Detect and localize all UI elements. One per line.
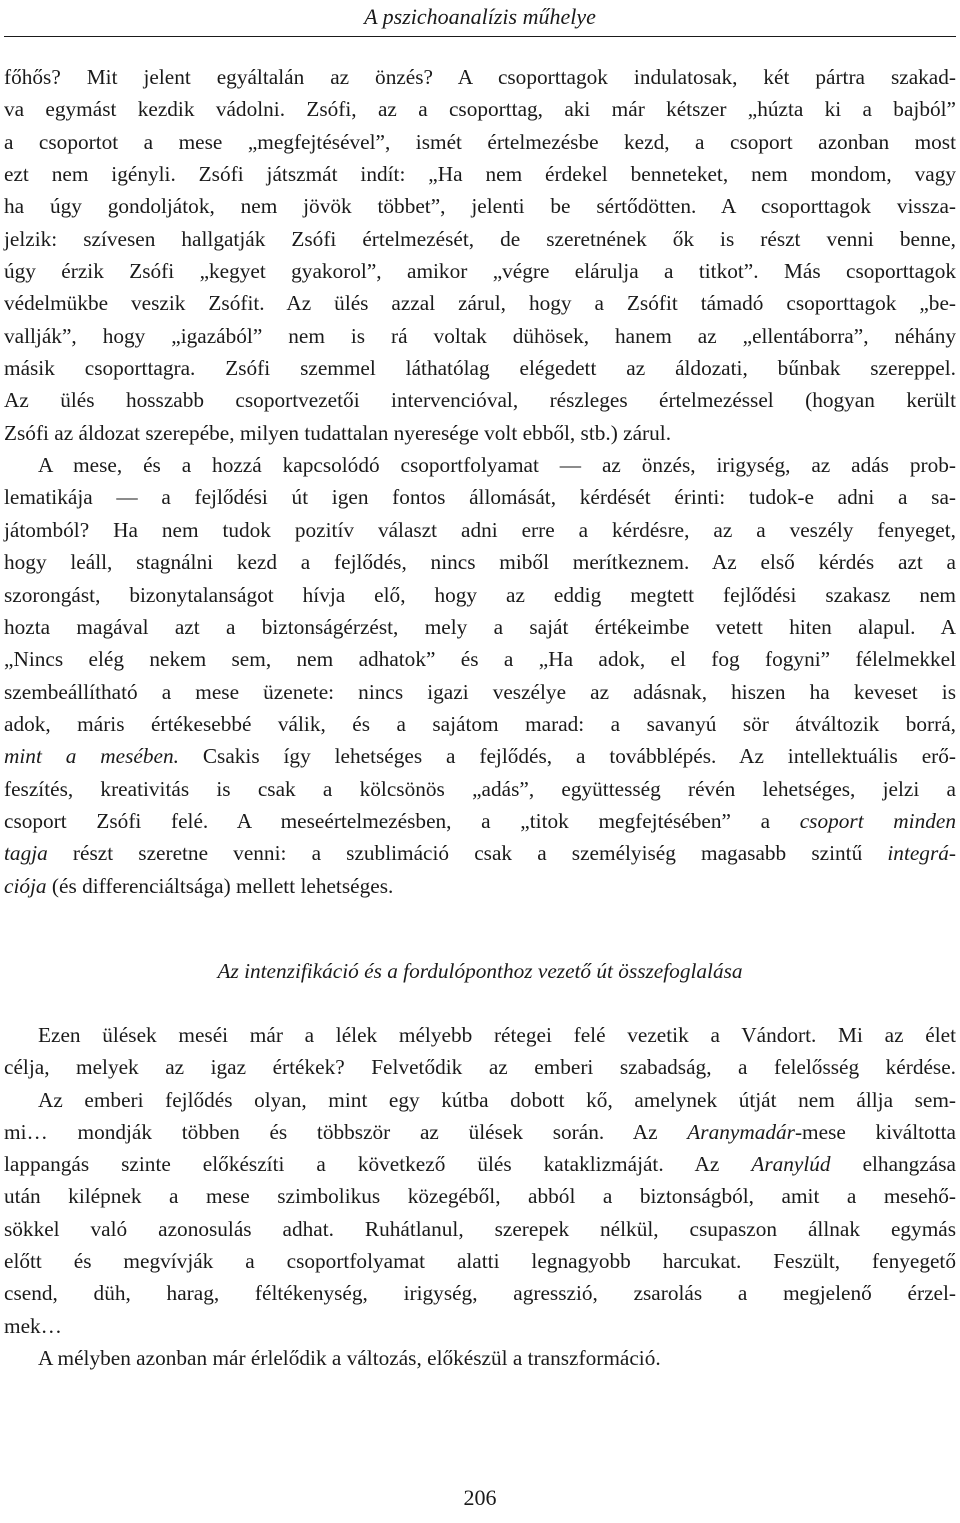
text-run: va egymást kezdik vádolni. Zsófi, az a csoporttag, aki már kétszer „húzta ki a bajból”	[4, 97, 956, 122]
text-block-1	[4, 61, 956, 902]
text-line	[4, 1051, 956, 1083]
text-line	[4, 773, 956, 805]
italic-text: Aranylúd	[751, 1152, 831, 1177]
text-line	[4, 546, 956, 578]
text-line	[4, 61, 956, 93]
text-run: után kilépnek a mese szimbolikus közegéből, abból a biztonságból, amit a mesehő-	[4, 1184, 956, 1209]
text-run: „Nincs elég nekem sem, nem adhatok” és a „Ha adok, el fog fogyni” félelmekkel	[4, 647, 956, 672]
text-run: célja, melyek az igaz értékek? Felvetődik az emberi szabadság, a felelősség kérdése.	[4, 1055, 956, 1080]
text-line	[4, 93, 956, 125]
text-line	[4, 1310, 956, 1342]
text-line	[4, 223, 956, 255]
text-line	[4, 708, 956, 740]
text-run: A mese, és a hozzá kapcsolódó csoportfolyamat — az önzés, irigység, az adás prob-	[38, 453, 956, 478]
text-line	[4, 352, 956, 384]
running-head: A pszichoanalízis műhelye	[364, 4, 596, 29]
text-block-2	[4, 1019, 956, 1374]
text-line	[4, 1019, 956, 1051]
text-line	[4, 643, 956, 675]
page-number: 206	[463, 1485, 497, 1510]
text-run: sökkel való azonosulás adhat. Ruhátlanul, szerepek nélkül, csupaszon állnak egymás	[4, 1216, 956, 1241]
text-line	[4, 449, 956, 481]
text-line	[4, 1245, 956, 1277]
text-run: főhős? Mit jelent egyáltalán az önzés? A csoporttagok indulatosak, két pártra szakad-	[4, 65, 956, 89]
text-run: elhangzása	[830, 1152, 956, 1177]
text-line	[4, 805, 956, 837]
text-run: feszítés, kreativitás is csak a kölcsönös „adás”, együttesség révén lehetséges, jelzi a	[4, 776, 956, 801]
header-rule	[4, 36, 956, 37]
italic-text: integrá-	[887, 841, 956, 866]
text-run: másik csoporttagra. Zsófi szemmel láthatólag elégedett az áldozati, bűnbak szereppel.	[4, 356, 956, 381]
text-run: szorongást, bizonytalanságot hívja elő, hogy az eddig megtett fejlődési szakasz nem	[4, 582, 956, 607]
text-line	[4, 740, 956, 772]
text-run: A mélyben azonban már érlelődik a változás, előkészül a transzformáció.	[38, 1345, 661, 1370]
text-run: Zsófi az áldozat szerepébe, milyen tudattalan nyeresége volt ebből, stb.) zárul.	[4, 420, 672, 445]
text-run: lematikája — a fejlődési út igen fontos állomását, kérdését érinti: tudok-e adni a sa-	[4, 485, 956, 510]
text-run: Csakis így lehetséges a fejlődés, a továbblépés. Az intellektuális erő-	[178, 744, 956, 769]
text-run: ha úgy gondoljátok, nem jövök többet”, jelenti be sértődötten. A csoporttagok vissza-	[4, 194, 956, 219]
text-line	[4, 417, 956, 449]
text-run: hogy leáll, stagnálni kezd a fejlődés, nincs miből merítkeznem. Az első kérdés azt a	[4, 550, 956, 575]
text-line	[4, 1180, 956, 1212]
text-line	[4, 1213, 956, 1245]
text-run: hozta magával azt a biztonságérzést, mely a saját értékeimbe vetett hiten alapul. A	[4, 614, 956, 639]
text-run: (és differenciáltsága) mellett lehetséges.	[46, 873, 394, 898]
text-run: adok, máris értékesebbé válik, és a sajátom marad: a savanyú sör átváltozik borrá,	[4, 711, 956, 736]
text-run: -mese kiváltotta	[794, 1119, 956, 1144]
text-line	[4, 837, 956, 869]
text-run: vallják”, hogy „igazából” nem is rá voltak dühösek, hanem az „ellentáborra”, néhány	[4, 323, 956, 348]
text-line	[4, 384, 956, 416]
text-line	[4, 611, 956, 643]
text-run: a csoportot a mese „megfejtésével”, ismét értelmezésbe kezd, a csoport azonban most	[4, 129, 956, 154]
text-run: úgy érzik Zsófi „kegyet gyakorol”, amikor „végre elárulja a titkot”. Más csoporttagok	[4, 259, 956, 284]
text-line	[4, 514, 956, 546]
text-line	[4, 287, 956, 319]
text-run: csoport Zsófi felé. A meseértelmezésben, a „titok megfejtésében” a	[4, 808, 800, 833]
text-line	[4, 1148, 956, 1180]
text-line	[4, 676, 956, 708]
text-run: Az ülés hosszabb csoportvezetői intervencióval, részleges értelmezéssel (hogyan került	[4, 388, 956, 413]
text-line	[4, 481, 956, 513]
italic-text: tagja	[4, 841, 48, 866]
text-run: játomból? Ha nem tudok pozitív választ adni erre a kérdésre, az a veszély fenyeget,	[4, 517, 956, 542]
text-line	[4, 1084, 956, 1116]
text-run: előtt és megvívják a csoportfolyamat alatti legnagyobb harcukat. Feszült, fenyegető	[4, 1249, 956, 1274]
text-line	[4, 870, 956, 902]
text-run: Ezen ülések meséi már a lélek mélyebb rétegei felé vezetik a Vándort. Mi az élet	[38, 1023, 956, 1047]
text-run: ezt nem igényli. Zsófi játszmát indít: „Ha nem érdekel benneteket, nem mondom, vagy	[4, 162, 956, 187]
text-run: szembeállítható a mese üzenete: nincs igazi veszélye az adásnak, hiszen ha keveset is	[4, 679, 956, 704]
text-run: részt szeretne venni: a szublimáció csak a személyiség magasabb szintű	[47, 841, 888, 866]
text-run: mek…	[4, 1313, 62, 1338]
text-line	[4, 1277, 956, 1309]
text-line	[4, 158, 956, 190]
text-run: mi… mondják többen és többször az ülések során. Az	[4, 1119, 688, 1144]
text-line	[4, 126, 956, 158]
italic-text: mint a mesében.	[4, 744, 179, 769]
text-run: csend, düh, harag, féltékenység, irigység, agresszió, zsarolás a megjelenő érzel-	[4, 1281, 956, 1306]
text-run: lappangás szinte előkészíti a következő ülés kataklizmáját. Az	[4, 1152, 752, 1177]
text-run: Az emberi fejlődés olyan, mint egy kútba dobott kő, amelynek útját nem állja sem-	[38, 1087, 956, 1112]
text-line	[4, 320, 956, 352]
text-run: jelzik: szívesen hallgatják Zsófi értelmezését, de szeretnének ők is részt venni benne,	[4, 226, 956, 251]
text-line	[4, 1116, 956, 1148]
text-line	[4, 1342, 956, 1374]
text-line	[4, 255, 956, 287]
section-title: Az intenzifikáció és a fordulóponthoz vezető út összefoglalása	[217, 959, 743, 983]
text-run: védelmükbe veszik Zsófit. Az ülés azzal zárul, hogy a Zsófit támadó csoporttagok „be-	[4, 291, 956, 316]
text-line	[4, 579, 956, 611]
text-line	[4, 190, 956, 222]
italic-text: csoport minden	[799, 808, 956, 833]
italic-text: ciója	[4, 873, 47, 898]
italic-text: Aranymadár	[687, 1119, 795, 1144]
